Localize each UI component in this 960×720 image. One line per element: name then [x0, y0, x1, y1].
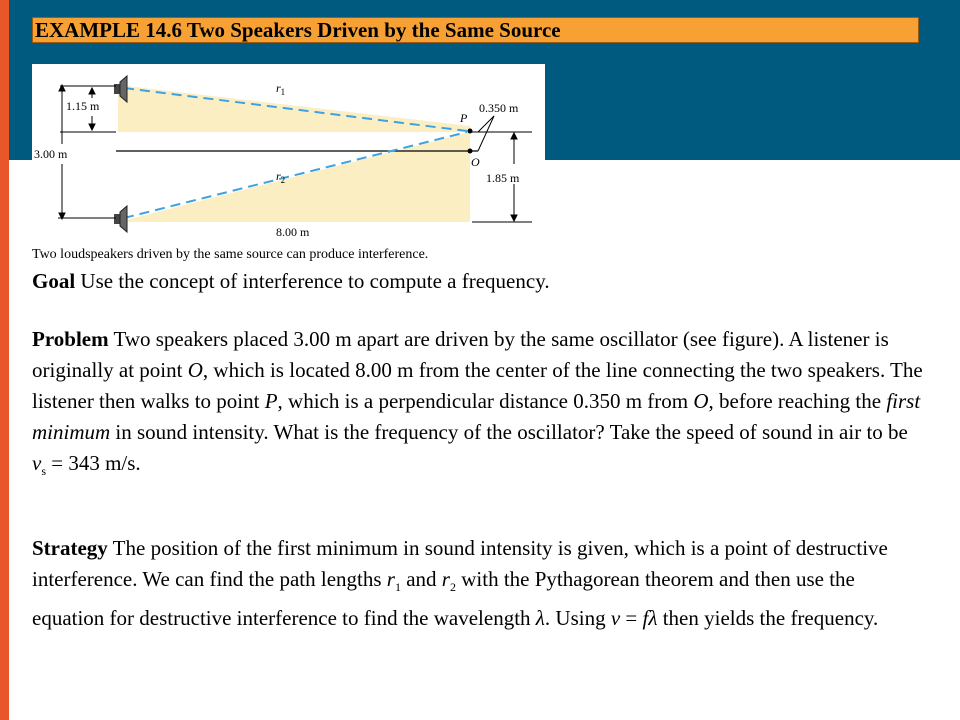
- strategy-eq-v: v: [610, 606, 621, 631]
- label-115: 1.15 m: [66, 99, 100, 113]
- problem-text-5: in sound intensity. What is the frequency of the oscillator? Take the speed of sound in air to be: [110, 420, 908, 444]
- figure-caption: [32, 246, 545, 264]
- problem-heading: Problem: [32, 327, 109, 351]
- left-accent-bar: [0, 0, 9, 720]
- strategy-paragraph: [32, 533, 927, 634]
- lower-wedge: [118, 132, 470, 222]
- problem-speed-subscript: s: [41, 464, 46, 479]
- strategy-heading: Strategy: [32, 536, 108, 560]
- strategy-text-1: The position of the first minimum in sound intensity is given, which is a point of destructive interference. We can find the path lengths: [32, 536, 888, 591]
- strategy-and: and: [400, 567, 442, 591]
- problem-first-minimum: first minimum: [32, 389, 921, 444]
- label-r2: $r_2$: [276, 169, 286, 185]
- strategy-text-2: with the Pythagorean theorem and then use the equation for destructive interference to find the wavelength: [32, 567, 855, 631]
- goal-heading: Goal: [32, 269, 76, 293]
- strategy-lambda: λ: [535, 606, 545, 631]
- strategy-text-3: . Using: [544, 606, 611, 631]
- problem-point-p: P: [264, 389, 278, 413]
- point-p-dot: [468, 129, 473, 134]
- strategy-eq-equals: =: [620, 606, 643, 631]
- problem-paragraph: [32, 324, 927, 487]
- point-o-dot: [468, 149, 473, 154]
- problem-point-o: O: [187, 358, 203, 382]
- label-185: 1.85 m: [486, 171, 520, 185]
- label-300: 3.00 m: [34, 147, 68, 161]
- goal-paragraph: [32, 266, 927, 297]
- strategy-eq-f: f: [642, 606, 649, 631]
- problem-point-o-2: O: [693, 389, 709, 413]
- problem-text-2: , which is located 8.00 m from the center of the line connecting the two speakers. The listener then walks to point: [32, 358, 923, 413]
- strategy-text-4: then yields the frequency.: [657, 606, 879, 631]
- speakers-figure: [32, 64, 545, 246]
- label-800: 8.00 m: [276, 225, 310, 239]
- speakers-diagram: [32, 64, 545, 246]
- example-title-text: EXAMPLE 14.6 Two Speakers Driven by the Same Source: [35, 18, 561, 42]
- example-title: [32, 17, 919, 43]
- label-0350: 0.350 m: [479, 101, 519, 115]
- problem-text-6: = 343 m/s.: [46, 451, 141, 475]
- strategy-eq-lambda: λ: [648, 606, 658, 631]
- problem-text-3: , which is a perpendicular distance 0.350 m from: [277, 389, 694, 413]
- strategy-r2: r: [441, 567, 450, 591]
- label-o: O: [471, 155, 480, 169]
- goal-text: Use the concept of interference to compute a frequency.: [75, 269, 550, 293]
- figure-caption-text: Two loudspeakers driven by the same source can produce interference.: [32, 247, 429, 262]
- problem-text-4: , before reaching the: [708, 389, 887, 413]
- speaker-bottom-icon: [114, 206, 127, 232]
- problem-speed-symbol: v: [32, 451, 42, 475]
- label-p: P: [460, 111, 468, 125]
- strategy-r1-subscript: 1: [394, 580, 401, 595]
- problem-text-1: Two speakers placed 3.00 m apart are driven by the same oscillator (see figure). A listener is originally at point: [32, 327, 889, 382]
- strategy-r2-subscript: 2: [449, 580, 456, 595]
- label-r1: $r_1$: [276, 81, 286, 97]
- dim-0350-marker: [478, 116, 494, 151]
- strategy-r1: r: [386, 567, 395, 591]
